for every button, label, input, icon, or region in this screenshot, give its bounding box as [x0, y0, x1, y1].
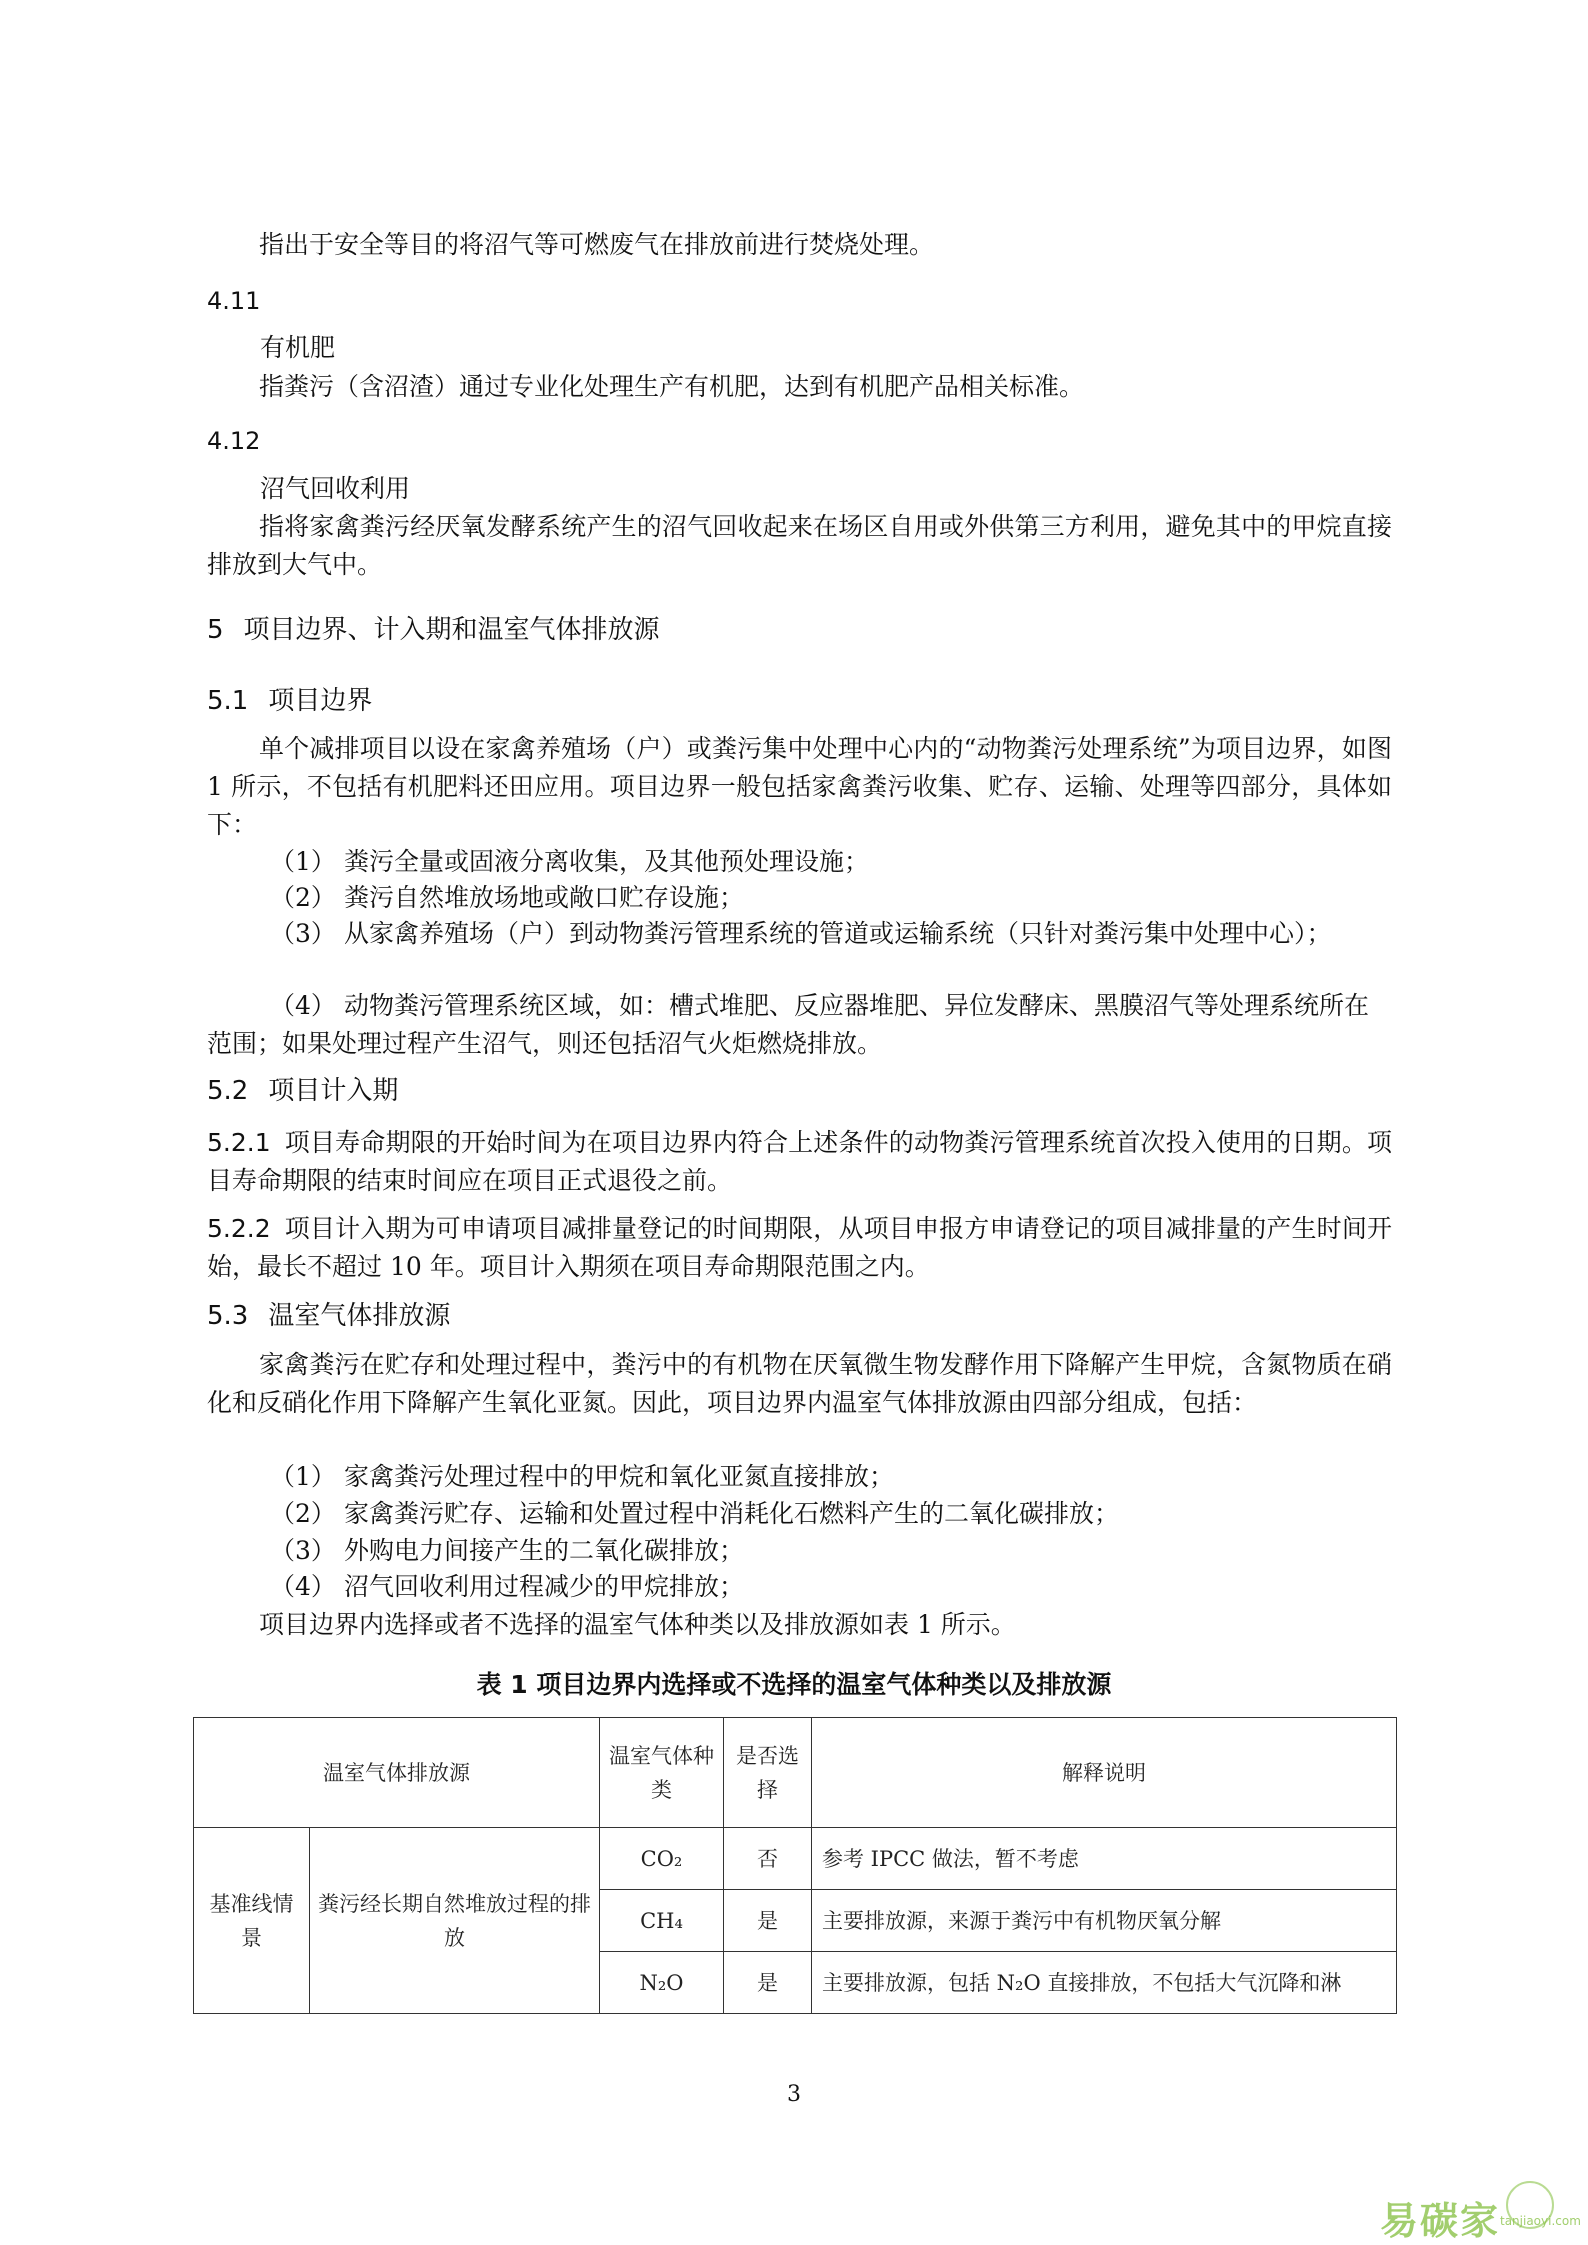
table-1-caption: 表 1 项目边界内选择或不选择的温室气体种类以及排放源: [476, 1670, 1112, 1699]
project-boundary-intro: 单个减排项目以设在家禽养殖场（户）或粪污集中处理中心内的“动物粪污处理系统”为项目边界，如图 1 所示，不包括有机肥料还田应用。项目边界一般包括家禽粪污收集、贮存、运输、处理等四部分，具体如下：: [207, 734, 1392, 839]
item-marker: （2）: [270, 883, 336, 912]
note-cell: 主要排放源，包括 N₂O 直接排放，不包括大气沉降和淋: [812, 1952, 1397, 2014]
boundary-item-2: [270, 879, 1395, 917]
item-marker: （3）: [270, 919, 336, 948]
item-text: 家禽粪污处理过程中的甲烷和氧化亚氮直接排放；: [344, 1462, 895, 1491]
selected-cell: 是: [724, 1890, 812, 1952]
item-marker: （4）: [270, 1572, 336, 1601]
table-row: [194, 1828, 1397, 1890]
gas-cell: CO₂: [600, 1828, 724, 1890]
item-marker: （2）: [270, 1499, 336, 1528]
header-gas: 温室气体种类: [600, 1718, 724, 1828]
watermark-url: tanjiaoyi.com: [1500, 2214, 1581, 2228]
page-number: 3: [787, 2082, 801, 2107]
term-organic-fertilizer: 有机肥: [260, 333, 336, 362]
item-text: 粪污自然堆放场地或敞口贮存设施；: [344, 883, 745, 912]
item-text: 从家禽养殖场（户）到动物粪污管理系统的管道或运输系统（只针对粪污集中处理中心）；: [344, 919, 1332, 948]
item-text: 外购电力间接产生的二氧化碳排放；: [344, 1536, 745, 1565]
section-5-2-heading: [207, 1072, 398, 1110]
clause-5-2-1: [207, 1124, 1392, 1200]
section-title: 温室气体排放源: [268, 1301, 451, 1331]
section-5-1-heading: [207, 682, 372, 720]
process-cell: 粪污经长期自然堆放过程的排放: [310, 1828, 600, 2014]
section-title: 项目计入期: [268, 1076, 399, 1106]
section-number: 5.2: [207, 1076, 249, 1106]
section-5-heading: [207, 611, 660, 649]
table-reference-sentence: 项目边界内选择或者不选择的温室气体种类以及排放源如表 1 所示。: [259, 1610, 1016, 1639]
item-text: 粪污全量或固液分离收集，及其他预处理设施；: [344, 847, 870, 876]
section-title: 项目边界、计入期和温室气体排放源: [243, 615, 660, 645]
watermark-text: 易碳家: [1380, 2199, 1501, 2243]
gas-cell: N₂O: [600, 1952, 724, 2014]
definition-biogas-recovery: 指将家禽粪污经厌氧发酵系统产生的沼气回收起来在场区自用或外供第三方利用，避免其中的甲烷直接排放到大气中。: [207, 512, 1392, 579]
clause-text: 项目寿命期限的开始时间为在项目边界内符合上述条件的动物粪污管理系统首次投入使用的日期。项目寿命期限的结束时间应在项目正式退役之前。: [207, 1128, 1392, 1195]
item-marker: （3）: [270, 1536, 336, 1565]
section-number: 5.1: [207, 686, 249, 716]
clause-5-2-2: [207, 1210, 1392, 1286]
item-marker: （4）: [270, 991, 336, 1020]
note-cell: 参考 IPCC 做法，暂不考虑: [812, 1828, 1397, 1890]
section-title: 项目边界: [268, 686, 373, 716]
emission-sources-intro: 家禽粪污在贮存和处理过程中，粪污中的有机物在厌氧微生物发酵作用下降解产生甲烷，含氮物质在硝化和反硝化作用下降解产生氧化亚氮。因此，项目边界内温室气体排放源由四部分组成，包括：: [207, 1350, 1392, 1417]
emission-item-1: [270, 1458, 1395, 1496]
scenario-cell: 基准线情景: [194, 1828, 310, 2014]
section-number: 5: [207, 615, 224, 645]
table-1: [193, 1717, 1397, 2014]
paragraph-flaring-definition: 指出于安全等目的将沼气等可燃废气在排放前进行焚烧处理。: [259, 230, 935, 259]
item-text: 家禽粪污贮存、运输和处置过程中消耗化石燃料产生的二氧化碳排放；: [344, 1499, 1120, 1528]
term-biogas-recovery: 沼气回收利用: [260, 474, 411, 503]
item-text: 沼气回收利用过程减少的甲烷排放；: [344, 1572, 745, 1601]
item-text: 动物粪污管理系统区域，如：槽式堆肥、反应器堆肥、异位发酵床、黑膜沼气等处理系统所在范围；如果处理过程产生沼气，则还包括沼气火炬燃烧排放。: [207, 991, 1370, 1058]
boundary-item-3: [207, 915, 1392, 953]
clause-number-4-12: 4.12: [207, 427, 261, 455]
header-source: 温室气体排放源: [194, 1718, 600, 1828]
section-5-3-heading: [207, 1297, 450, 1335]
clause-number: 5.2.1: [207, 1128, 271, 1157]
header-note: 解释说明: [812, 1718, 1397, 1828]
boundary-item-4: [207, 987, 1392, 1063]
note-cell: 主要排放源，来源于粪污中有机物厌氧分解: [812, 1890, 1397, 1952]
selected-cell: 否: [724, 1828, 812, 1890]
clause-number: 5.2.2: [207, 1214, 271, 1243]
item-marker: （1）: [270, 847, 336, 876]
table-header-row: [194, 1718, 1397, 1828]
selected-cell: 是: [724, 1952, 812, 2014]
boundary-item-1: [270, 843, 1395, 881]
gas-cell: CH₄: [600, 1890, 724, 1952]
clause-number-4-11: 4.11: [207, 287, 261, 315]
header-selected: 是否选择: [724, 1718, 812, 1828]
emission-item-3: [270, 1532, 1395, 1570]
clause-text: 项目计入期为可申请项目减排量登记的时间期限，从项目申报方申请登记的项目减排量的产生时间开始，最长不超过 10 年。项目计入期须在项目寿命期限范围之内。: [207, 1214, 1392, 1281]
definition-organic-fertilizer: 指粪污（含沼渣）通过专业化处理生产有机肥，达到有机肥产品相关标准。: [259, 372, 1085, 401]
item-marker: （1）: [270, 1462, 336, 1491]
emission-item-4: [270, 1568, 1395, 1606]
section-number: 5.3: [207, 1301, 249, 1331]
emission-item-2: [270, 1495, 1395, 1533]
